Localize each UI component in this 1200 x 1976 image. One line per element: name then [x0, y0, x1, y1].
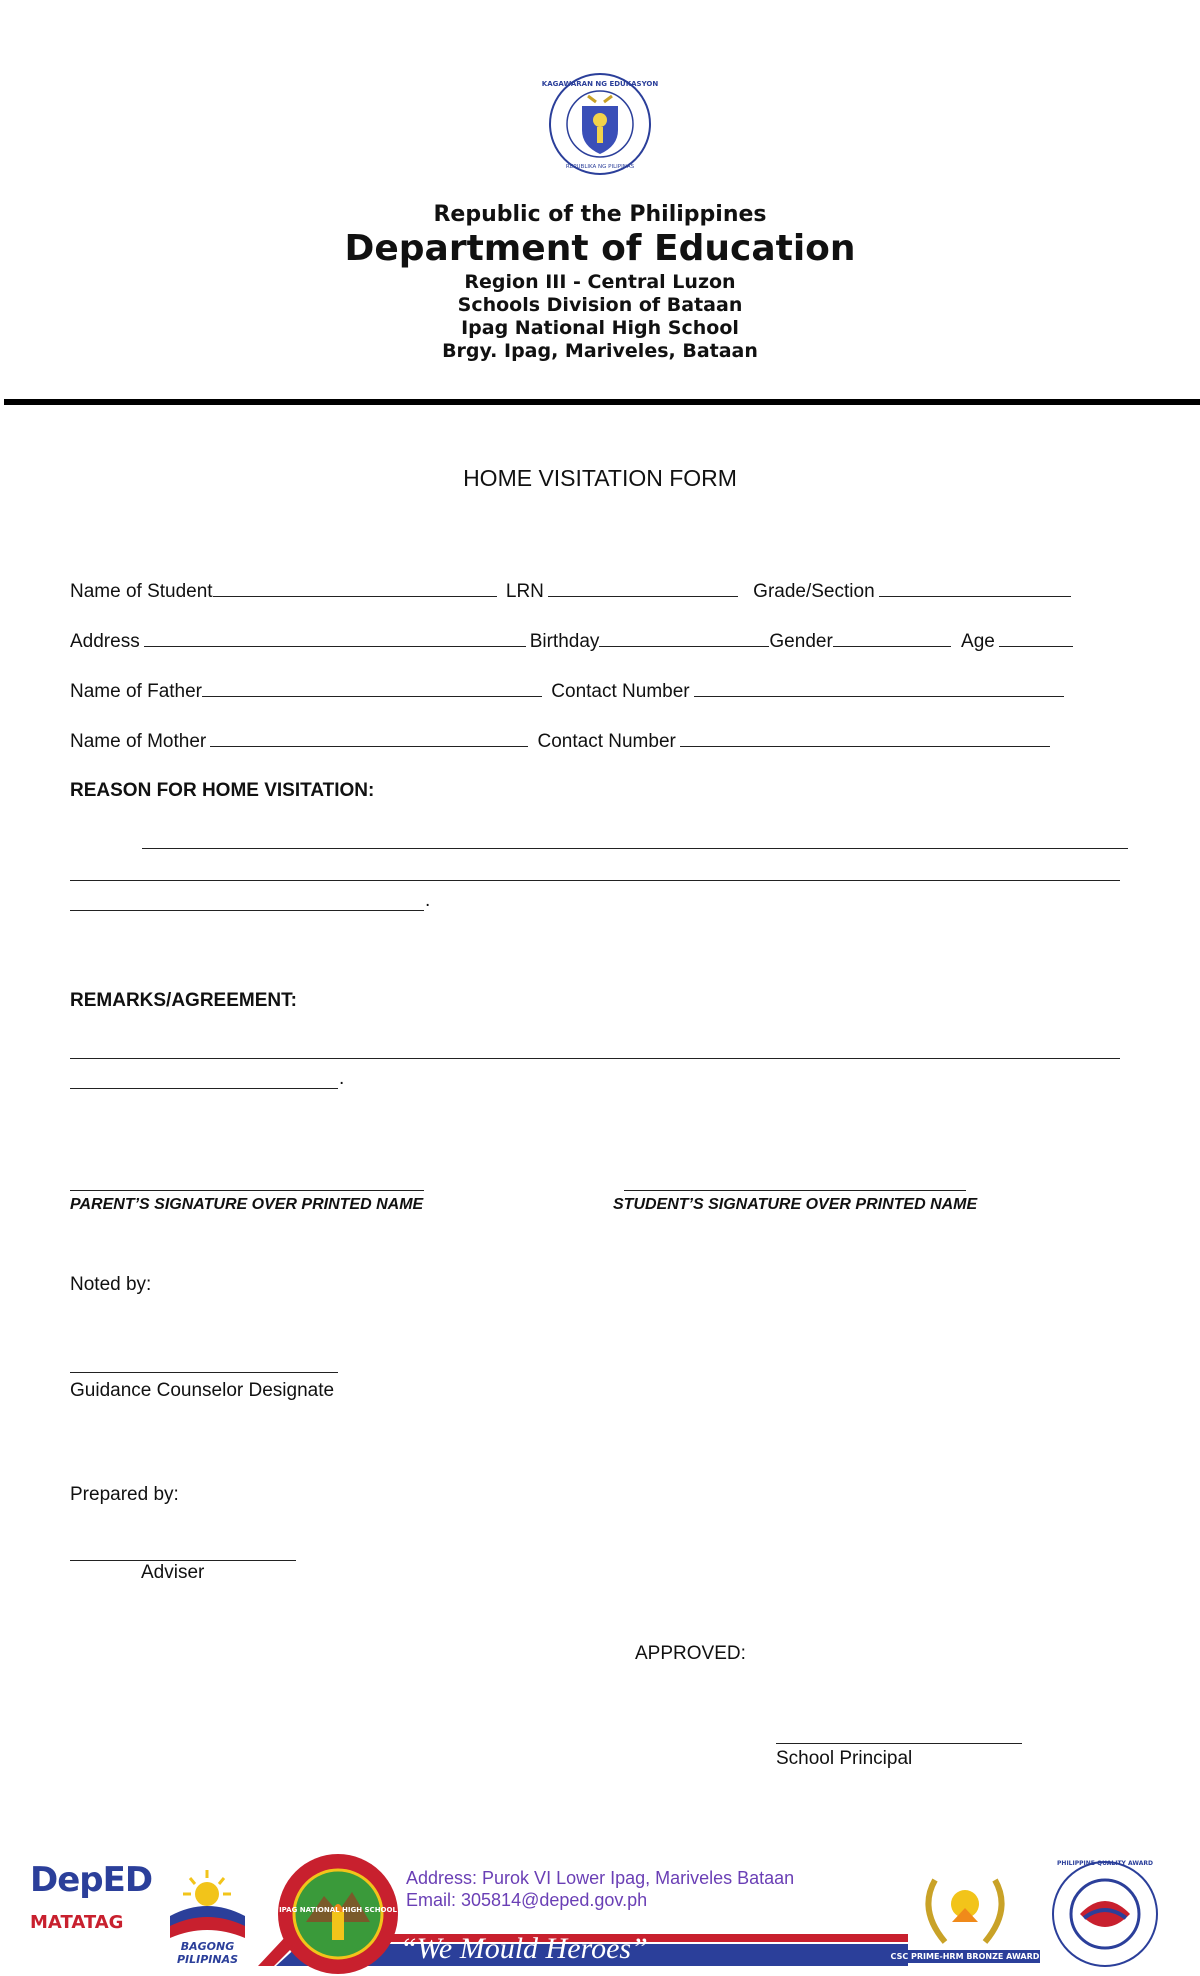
deped-seal	[541, 72, 659, 176]
reason-end-period: .	[425, 890, 431, 911]
lrn-label: LRN	[505, 581, 544, 602]
pqa-seal-icon	[1050, 1858, 1160, 1970]
age-label: Age	[961, 631, 995, 652]
republic-text: Republic of the Philippines	[433, 202, 767, 227]
remarks-heading: REMARKS/AGREEMENT:	[70, 990, 297, 1011]
guidance-signature-line[interactable]	[70, 1372, 338, 1373]
row-address	[70, 630, 1077, 653]
approved-label: APPROVED:	[635, 1643, 746, 1664]
birthday-field[interactable]	[599, 630, 769, 647]
bagong-pilipinas-text: BAGONG PILIPINAS	[176, 1940, 239, 1966]
school-seal-icon	[276, 1852, 400, 1976]
region-text: Region III - Central Luzon	[464, 271, 736, 293]
school-text: Ipag National High School	[461, 317, 739, 339]
footer-address: Address: Purok VI Lower Ipag, Mariveles Bataan	[406, 1868, 795, 1888]
noted-by-label: Noted by:	[70, 1274, 152, 1295]
school-seal-text: IPAG NATIONAL HIGH SCHOOL	[279, 1906, 397, 1914]
bagong-pilipinas-icon	[150, 1860, 265, 1940]
contact-number-father-label: Contact Number	[551, 681, 690, 702]
address-field[interactable]	[144, 630, 526, 647]
csc-award-logo	[890, 1860, 1040, 1970]
reason-line-1[interactable]	[142, 848, 1128, 849]
laurel-wreath-icon	[890, 1860, 1040, 1950]
reason-heading: REASON FOR HOME VISITATION:	[70, 780, 375, 801]
row-student	[70, 580, 1075, 603]
grade-section-label: Grade/Section	[753, 581, 875, 602]
birthday-label: Birthday	[529, 631, 600, 652]
footer-email: Email: 305814@deped.gov.ph	[406, 1890, 648, 1910]
gender-label: Gender	[769, 631, 833, 652]
name-of-student-field[interactable]	[213, 580, 497, 597]
adviser-label: Adviser	[141, 1562, 205, 1583]
division-text: Schools Division of Bataan	[457, 294, 743, 316]
matatag-text: MATATAG	[30, 1912, 124, 1933]
lrn-field[interactable]	[548, 580, 738, 597]
deped-matatag-logo	[30, 1860, 153, 1970]
school-seal	[276, 1852, 400, 1976]
remarks-end-period: .	[339, 1068, 345, 1089]
school-address-text: Brgy. Ipag, Mariveles, Bataan	[442, 340, 758, 362]
grade-section-field[interactable]	[879, 580, 1071, 597]
deped-logo-text: DepED	[30, 1860, 153, 1900]
csc-award-text: CSC PRIME-HRM BRONZE AWARD	[890, 1952, 1040, 1961]
pqa-logo	[1050, 1858, 1160, 1970]
name-of-mother-label: Name of Mother	[70, 731, 207, 752]
student-signature-label: STUDENT’S SIGNATURE OVER PRINTED NAME	[613, 1196, 978, 1213]
principal-signature-line[interactable]	[776, 1743, 1022, 1744]
prepared-by-label: Prepared by:	[70, 1484, 179, 1505]
age-field[interactable]	[999, 630, 1073, 647]
student-signature-line[interactable]	[624, 1190, 966, 1191]
reason-line-3[interactable]	[70, 910, 424, 911]
deped-seal-icon	[541, 72, 659, 176]
contact-number-mother-label: Contact Number	[537, 731, 676, 752]
contact-number-father-field[interactable]	[694, 680, 1064, 697]
header-divider	[4, 399, 1200, 405]
gender-field[interactable]	[833, 630, 951, 647]
parent-signature-line[interactable]	[70, 1190, 424, 1191]
row-father	[70, 680, 1068, 703]
guidance-label: Guidance Counselor Designate	[70, 1380, 335, 1401]
adviser-signature-line[interactable]	[70, 1560, 296, 1561]
svg-text:KAGAWARAN NG EDUKASYON: KAGAWARAN NG EDUKASYON	[541, 80, 659, 88]
svg-text:REPUBLIKA NG PILIPINAS: REPUBLIKA NG PILIPINAS	[565, 164, 635, 170]
parent-signature-label: PARENT’S SIGNATURE OVER PRINTED NAME	[70, 1196, 424, 1213]
footer-motto: “We Mould Heroes”	[400, 1932, 648, 1965]
principal-label: School Principal	[776, 1748, 913, 1769]
remarks-line-2[interactable]	[70, 1088, 338, 1089]
department-title: Department of Education	[344, 228, 856, 269]
name-of-mother-field[interactable]	[210, 730, 528, 747]
bagong-pilipinas-logo	[150, 1860, 265, 1970]
name-of-father-field[interactable]	[202, 680, 542, 697]
row-mother	[70, 730, 1054, 753]
pqa-award-text: PHILIPPINE QUALITY AWARD	[1057, 1860, 1153, 1867]
form-title: HOME VISITATION FORM	[463, 465, 737, 491]
address-label: Address	[70, 631, 140, 652]
remarks-line-1[interactable]	[70, 1058, 1120, 1059]
footer	[0, 1846, 1200, 1976]
reason-line-2[interactable]	[70, 880, 1120, 881]
name-of-student-label: Name of Student	[70, 581, 213, 602]
name-of-father-label: Name of Father	[70, 681, 202, 702]
contact-number-mother-field[interactable]	[680, 730, 1050, 747]
